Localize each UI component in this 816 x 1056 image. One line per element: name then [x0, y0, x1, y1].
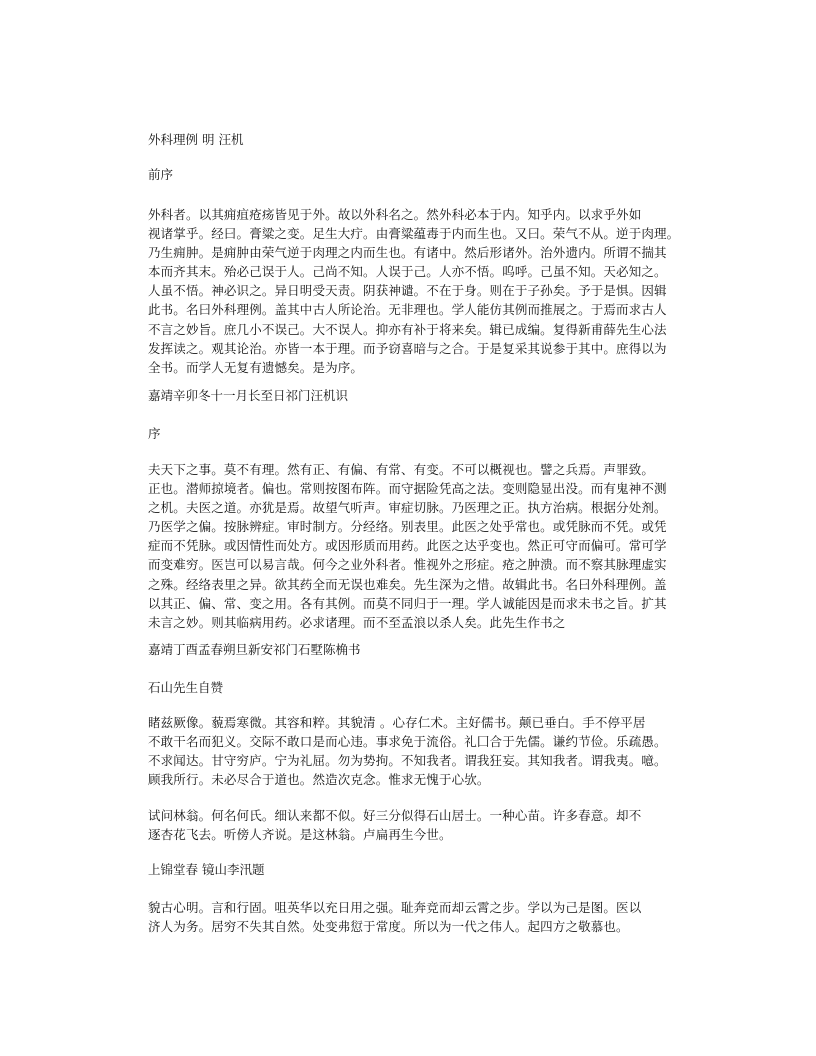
jinshangtang-paragraph: [148, 898, 708, 936]
text-line: 不求闻达。甘守穷庐。宁为礼屈。勿为势拘。不知我者。谓我狂妄。其知我者。谓我夷。噫。: [148, 753, 667, 769]
text-line: 夫天下之事。莫不有理。然有正、有偏、有常、有变。不可以概视也。譬之兵焉。声罪致。: [148, 462, 655, 477]
text-line: 全书。而学人无复有遗憾矣。是为序。: [148, 359, 364, 375]
jinshangtang-heading: 上锦堂春 镜山李汛题: [148, 862, 265, 877]
text-line: 此书。名曰外科理例。盖其中古人所论治。无非理也。学人能仿其例而推展之。于焉而求古人: [148, 302, 667, 318]
preface-heading: 前序: [148, 167, 174, 182]
text-line: 不敢干名而犯义。交际不敢口是而心违。事求免于流俗。礼囗合于先儒。谦约节俭。乐疏愚。: [148, 734, 667, 750]
text-line: 未言之妙。则其临病用药。必求诸理。而不至孟浪以杀人矣。此先生作书之: [148, 614, 566, 630]
text-line: 正也。潜师掠境者。偏也。常则按图布阵。而守据险凭高之法。变则隐显出没。而有鬼神不测: [148, 481, 667, 497]
text-line: 济人为务。居穷不失其自然。处变弗愆于常度。所以为一代之伟人。起四方之敬慕也。: [148, 919, 629, 935]
second-preface-signature: 嘉靖丁酉孟春朔旦新安祁门石墅陈桷书: [148, 642, 361, 657]
text-line: 外科者。以其痈疽疮疡皆见于外。故以外科名之。然外科必本于内。知乎内。以求乎外如: [148, 207, 642, 222]
text-line: 之殊。经络表里之异。欲其药全而无误也难矣。先生深为之惜。故辑此书。名曰外科理例。盖: [148, 576, 667, 592]
text-line: 视诸掌乎。经曰。膏粱之变。足生大疔。由膏粱蕴毒于内而生也。又曰。荣气不从。逆于肉理。: [148, 226, 680, 242]
text-line: 发挥读之。观其论治。亦皆一本于理。而予窃喜暗与之合。于是复采其说参于其中。庶得以为: [148, 340, 667, 356]
text-line: 试问林翁。何名何氏。细认来都不似。好三分似得石山居士。一种心苗。许多春意。却不: [148, 808, 642, 823]
preface-paragraph: [148, 205, 708, 377]
second-preface-heading: 序: [148, 426, 161, 441]
text-line: 之机。夫医之道。亦犹是焉。故望气听声。审症切脉。乃医理之正。执方治病。根据分处剂。: [148, 500, 667, 516]
preface-signature: 嘉靖辛卯冬十一月长至日祁门汪机识: [148, 388, 349, 403]
text-line: 乃生痈肿。是痈肿由荣气逆于肉理之内而生也。有诸中。然后形诸外。治外遗内。所谓不揣其: [148, 245, 667, 261]
text-line: 不言之妙旨。庶几小不误己。大不误人。抑亦有补于将来矣。辑已成编。复得新甫薛先生心法: [148, 321, 667, 337]
text-line: 症而不凭脉。或因情性而处方。或因形质而用药。此医之达乎变也。然正可守而偏可。常可学: [148, 538, 667, 554]
verse-paragraph: [148, 806, 708, 844]
text-line: 而变难穷。医岂可以易言哉。何今之业外科者。惟视外之形症。疮之肿溃。而不察其脉理虚实: [148, 557, 667, 573]
text-line: 貌古心明。言和行固。咀英华以充日用之强。耻奔竞而却云霄之步。学以为己是图。医以: [148, 900, 642, 915]
self-praise-paragraph: [148, 713, 708, 789]
self-praise-heading: 石山先生自赞: [148, 680, 224, 695]
text-line: 顾我所行。未必尽合于道也。然造次克念。惟求无愧于心欤。: [148, 772, 490, 788]
second-preface-paragraph: [148, 460, 708, 632]
text-line: 以其正、偏、常、变之用。各有其例。而莫不同归于一理。学人诚能因是而求未书之旨。扩其: [148, 595, 667, 611]
document-title: 外科理例 明 汪机: [148, 132, 244, 147]
text-line: 逐杏花飞去。听傍人齐说。是这林翁。卢扁再生今世。: [148, 827, 452, 843]
text-line: 本而齐其末。殆必己误于人。己尚不知。人误于己。人亦不悟。呜呼。己虽不知。天必知之。: [148, 264, 667, 280]
text-line: 乃医学之偏。按脉辨症。审时制方。分经络。别表里。此医之处乎常也。或凭脉而不凭。或凭: [148, 519, 667, 535]
text-line: 人虽不悟。神必识之。异日明受天责。阴获神谴。不在于身。则在于子孙矣。予于是惧。因辑: [148, 283, 667, 299]
text-line: 睹兹厥像。藐焉寒微。其容和粹。其貌清 。心存仁术。主好儒书。颠已垂白。手不停平居: [148, 715, 646, 730]
